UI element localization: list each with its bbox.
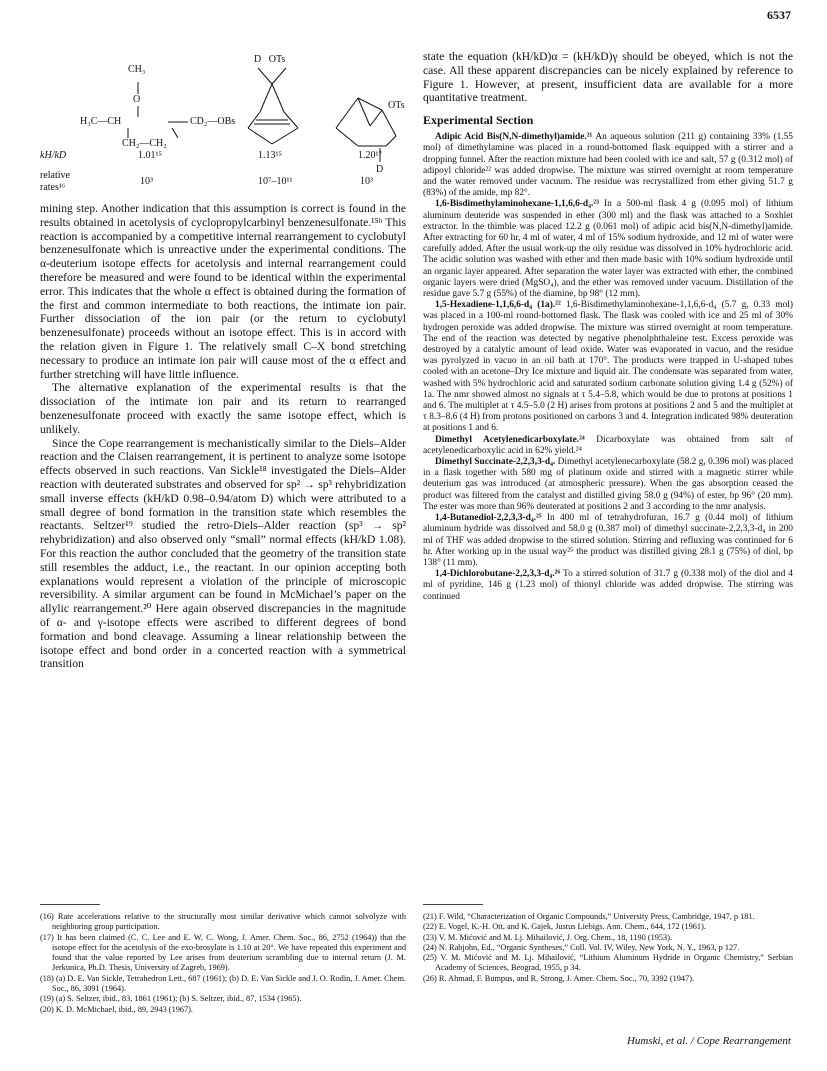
kh-kd-label: kH/kD	[40, 150, 67, 161]
right-paragraph-continued: state the equation (kH/kD)α = (kH/kD)γ should be obeyed, which is not the case. All these apparent discrepancies can be nicely explained by reference to Figure 1. However, at present, insufficient data are available for a more quantitative treatment.	[423, 50, 793, 105]
exp-bisdimethylaminohexane	[423, 199, 793, 300]
exp-text: 1,6-Bisdimethylaminohexane-1,1,6,6-d₄ (5.7 g, 0.33 mol) was placed in a 100-ml round-bottomed flask. The flask was cooled with ice and 25 ml of 30% hydrogen peroxide was added dropwise. The mixture was stirred overnight at room temperature. The end of the reaction was detected by negative phenolphthaleine test. Excess peroxide was destroyed by a catalytic amount of lead oxide. Water was evaporated in vacuo, and the residue was pyrolyzed in vacuo in an oil bath at 170°. The products were trapped in U-shaped tubes cooled with an acetone–Dry Ice mixture and liquid air. The condensate was separated from water, washed with 5% hydrochloric acid and saturated sodium carbonate solution giving 1.4 g (52%) of 1a. The nmr showed almost no signals at τ 5.4–5.8, which would be due to protons at positions 1 and 6. The multiplet at τ 4.5–5.0 (2 H) arises from protons at positions 2 and 5 and the multiplet at τ 8.3–8.6 (4 H) from protons positioned on carbons 3 and 4. Integration indicated 98% deuteration at positions 1 and 6.	[423, 300, 793, 434]
footnote: (21) F. Wild, “Characterization of Organic Compounds,” University Press, Cambridge, 1947, p 181.	[423, 912, 755, 921]
exp-dimethyl-succinate	[423, 457, 793, 513]
exp-head: 1,4-Butanediol-2,2,3,3-d₄.²⁵	[435, 513, 542, 524]
footnote: (25) V. M. Mićović and M. Lj. Mihailović, “Lithium Aluminum Hydride in Organic Chemistry,” Serbian Academy of Sciences, Beograd, 1955, p 34.	[423, 953, 793, 973]
exp-text: An aqueous solution (211 g) containing 33% (1.55 mol) of dimethylamine was placed in a round-bottomed flask equipped with a stirrer and a dropping funnel. After the reaction mixture had been cooled with ice and salt, 57 g (0.312 mol) of adipoyl chloride²² was added dropwise. The mixture was stirred overnight at room temperature and the water removed under vacuum. The residue was recrystallized from ether giving 51.7 g (83%) of the amide, mp 82°.	[423, 132, 793, 199]
footnotes-left	[40, 912, 406, 1015]
footnote: (19) (a) S. Seltzer, ibid., 83, 1861 (1961); (b) S. Seltzer, ibid., 87, 1534 (1965).	[40, 994, 302, 1004]
struct1-cd2: CD₂—OBs	[190, 116, 236, 127]
exp-hexadiene	[423, 300, 793, 434]
rel-value-1: 10³	[140, 176, 153, 187]
kh-value-3: 1.20¹⁷	[358, 150, 382, 161]
exp-text: Dicarboxylate was obtained from salt of acetylenedicarboxylic acid in 62% yield.²⁴	[423, 434, 793, 456]
exp-head: Adipic Acid Bis(N,N-dimethyl)amide.²¹	[435, 132, 593, 143]
right-column	[423, 50, 793, 603]
footnote-rule-right	[423, 904, 483, 905]
left-paragraph-3: Since the Cope rearrangement is mechanistically similar to the Diels–Alder reaction and the Claisen rearrangement, it is pertinent to analyze some isotope effects observed in such reactions. Van Sickle¹⁸ investigated the Diels–Alder reaction with deuterated substrates and observed for sp² → sp³ rehybridization small inverse effects (kH/kD 0.98–0.94/atom D) which were attributed to a small degree of bond formation in the transition state which resembles the reactants. Seltzer¹⁹ studied the retro-Diels–Alder reaction (sp³ → sp² rehybridization) and also observed only “small” normal effects (kH/kD 1.08). For this reaction the author concluded that the geometry of the transition state still resembles the adduct, i.e., the reactant. In our opinion accepting both explanations would represent a violation of the principle of microscopic reversibility. A similar argument can be found in McMichael’s paper on the allylic rearrangement.²⁰ Here again observed discrepancies in the magnitude of α- and γ-isotope effects were ascribed to different degrees of bond formation and bond cleavage. Assuming a linear relationship between the isotope effect and bond order in a concerted reaction with a symmetrical transition	[40, 436, 406, 671]
kh-value-1: 1.01¹⁵	[138, 150, 162, 161]
left-column	[40, 50, 406, 671]
exp-head: Dimethyl Acetylenedicarboxylate.²⁴	[435, 434, 585, 445]
footnote: (17) It has been claimed (C. C. Lee and E. W. C. Wong, J. Amer. Chem. Soc., 86, 2752 (1964)) that the isotope effect for the acetolysis of the exo-brosylate is 1.10 at 20°. We have repeated this experiment and found that the value reported by Lee arises from deuterium scrambling due to internal return (J. M. Jerkunica, Ph.D. Thesis, University of Zagreb, 1969).	[40, 932, 406, 973]
footnote: (22) E. Vogel, K.-H. Ott, and K. Gajek, Justus Liebigs. Ann. Chem., 644, 172 (1961).	[423, 922, 706, 932]
left-paragraph-2: The alternative explanation of the experimental results is that the dissociation of the intimate ion pair and its return to rearranged benzenesulfonate proceed with exactly the same isotope effect, which is unlikely.	[40, 381, 406, 436]
struct3-d: D	[376, 164, 384, 175]
left-paragraph-1: mining step. Another indication that this assumption is correct is found in the results obtained in acetolysis of cyclopropylcarbinyl benzenesulfonate.¹⁵ᵇ This reaction is accompanied by a competitive internal rearrangement to cyclobutyl benzenesulfonate which is unreactive under the experimental conditions. The α-deuterium isotope effects for acetolysis and internal rearrangement could therefore be measured and were found to be identical within the experimental error. This indicates that the whole α effect is obtained during the formation of the first and common intermediate to both reactions, the intimate ion pair. Further dissociation of the ion pair (or the return to cyclobutyl benzenesulfonate) proceeds without an isotope effect. This is in accord with the relation given in Figure 1. The relatively small C–X bond stretching necessary to produce an intimate ion pair will cause most of the α effect and further stretching will have little influence.	[40, 202, 406, 381]
footnote: (18) (a) D. E. Van Sickle, Tetrahedron Lett., 687 (1961); (b) D. E. Van Sickle and J. O. Rodin, J. Amer. Chem. Soc., 86, 3091 (1964).	[40, 973, 406, 994]
exp-text: In a 500-ml flask 4 g (0.095 mol) of lithium aluminum deuteride was suspended in ether (300 ml) and the flask was attached to a Soxhlet extractor. In the thimble was placed 12.2 g (0.061 mol) of adipic acid bis(N,N-dimethyl)amide. After extracting for 60 hr, 4 ml of water, 4 ml of 15% sodium hydroxide, and 12 ml of water were carefully added. After the usual work-up the oily residue was dissolved in 10% hydrochloric acid. The acidic solution was washed with ether and then made basic with 10% sodium hydroxide until an organic layer appeared. After separation the water layer was extracted with ether, the combined organic layers were dried (MgSO₄), and the ether was removed under vacuum. Distillation of the residue gave 5.7 g (55%) of the diamine, bp 98° (12 mm).	[423, 199, 793, 300]
rel-value-3: 10³	[360, 176, 373, 187]
exp-head: Dimethyl Succinate-2,2,3,3-d₄.	[435, 457, 556, 468]
struct1-ring: CH₂—CH₂	[122, 138, 167, 149]
exp-text: In 400 ml of tetrahydrofuran, 16.7 g (0.44 mol) of lithium aluminum hydride was dissolved and 58.0 g (0.387 mol) of dimethyl succinate-2,2,3,3-d₄ in 200 ml of THF was added dropwise to the stirred solution. Stirring and refluxing was continued for 6 hr. After working up in the usual way²⁵ the product was distilled giving 28.1 g (75%) of diol, bp 138° (11 mm).	[423, 513, 793, 568]
struct3-ots: OTs	[388, 100, 405, 111]
experimental-section-heading: Experimental Section	[423, 113, 534, 128]
footnote: (26) R. Ahmad, F. Bumpus, and R. Strong, J. Amer. Chem. Soc., 70, 3392 (1947).	[423, 973, 695, 983]
footnote: (24) N. Rabjohn, Ed., “Organic Syntheses,” Coll. Vol. IV, Wiley, New York, N. Y., 1963, p 127.	[423, 942, 740, 952]
structures-figure	[40, 50, 406, 202]
exp-dichlorobutane	[423, 569, 793, 603]
footnote: (20) K. D. McMichael, ibid., 89, 2943 (1967).	[40, 1004, 194, 1014]
footnote: (16) Rate accelerations relative to the structurally most similar derivative which cannot solvolyze with neighboring group participation.	[40, 912, 406, 932]
exp-adipic-amide	[423, 132, 793, 199]
footnote-rule-left	[40, 904, 100, 905]
exp-butanediol	[423, 513, 793, 569]
exp-head: 1,6-Bisdimethylaminohexane-1,1,6,6-d₄.²³	[435, 199, 599, 210]
footnote: (23) V. M. Mićović and M. Lj. Mihailović, J. Org. Chem., 18, 1190 (1953).	[423, 932, 673, 942]
rel-value-2: 10⁷–10¹¹	[258, 176, 293, 187]
struct2-labels: D OTs	[254, 54, 286, 65]
kh-value-2: 1.13¹⁵	[258, 150, 282, 161]
norbornenyl-structure	[248, 68, 298, 144]
struct1-oxygen: O	[133, 94, 141, 105]
struct1-h3c: H₃C—CH	[80, 116, 122, 127]
running-footer: Humski, et al. / Cope Rearrangement	[626, 1035, 791, 1047]
page-number: 6537	[767, 8, 791, 22]
rates-label: rates¹⁶	[40, 182, 66, 193]
footnotes-right	[423, 912, 793, 984]
exp-text: Dimethyl acetylenecarboxylate (58.2 g, 0.396 mol) was placed in a flask together with 580 mg of platinum oxide and stirred with a magnetic stirrer while deuterium gas was introduced (at atmospheric pressure). When the gas absorption ceased the product was filtered from the catalyst and distilled giving 58.0 g (94%) of ester, bp 96° (20 mm). The ester was more than 96% deuterated at positions 2 and 3 according to the nmr analysis.	[423, 457, 794, 512]
exp-head: 1,4-Dichlorobutane-2,2,3,3-d₄.²⁶	[435, 569, 561, 580]
exp-acetylenedicarboxylate	[423, 435, 793, 457]
exp-text: To a stirred solution of 31.7 g (0.338 mol) of the diol and 4 ml of pyridine, 146 g (1.23 mol) of thionyl chloride was added dropwise. The stirring was continued	[423, 569, 793, 602]
relative-label: relative	[40, 170, 70, 181]
exp-head: 1,5-Hexadiene-1,1,6,6-d₄ (1a).²²	[435, 300, 561, 311]
struct1-ch3: CH₃	[128, 64, 146, 75]
